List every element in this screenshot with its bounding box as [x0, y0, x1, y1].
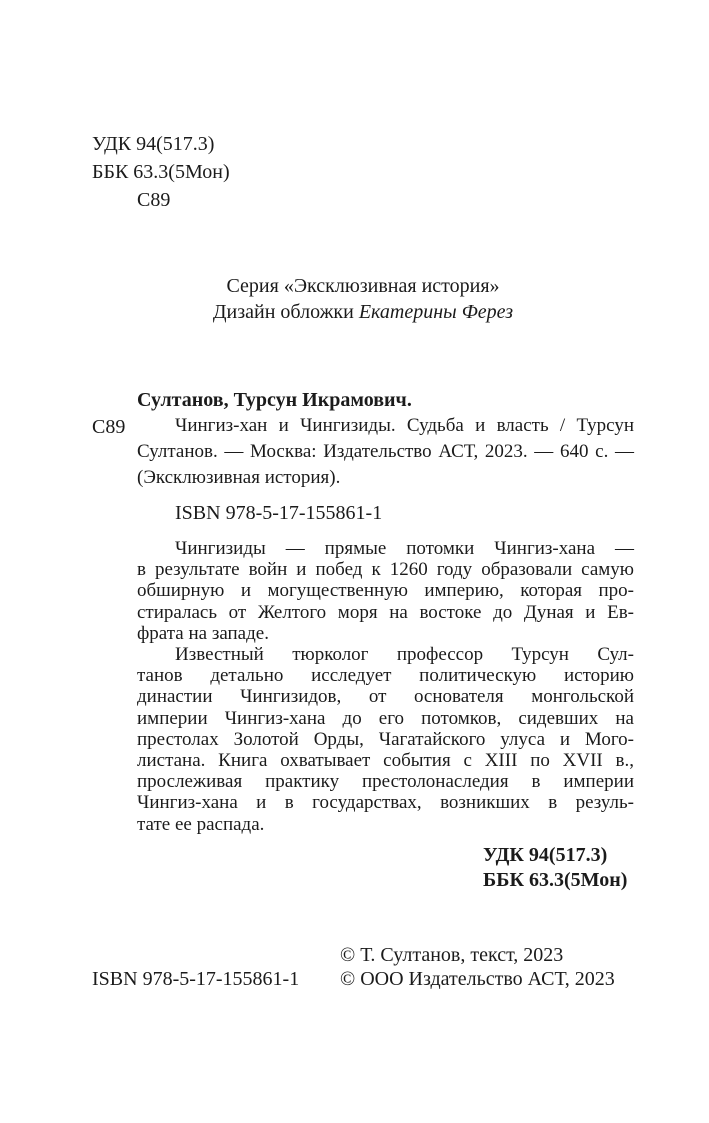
text-line: обширную и могущественную империю, которая про-	[137, 580, 634, 602]
series-title: Серия «Эксклюзивная история»	[226, 275, 500, 297]
entry-author-heading: Султанов, Турсун Икрамович.	[137, 389, 412, 411]
text-line: Чингизиды — прямые потомки Чингиз-хана —	[175, 538, 634, 559]
text-line: стиралась от Желтого моря на востоке до Дуная и Ев-	[137, 601, 634, 623]
text-line: листана. Книга охватывает события с XIII по XVII в.,	[137, 750, 634, 772]
udk-code-bottom: УДК 94(517.3)	[483, 844, 608, 866]
isbn-entry: ISBN 978-5-17-155861-1	[175, 502, 383, 524]
author-sign-code-entry: С89	[92, 416, 126, 438]
cover-design-line	[92, 299, 634, 325]
text-line: (Эксклюзивная история).	[137, 467, 341, 488]
udk-code-top: УДК 94(517.3)	[92, 133, 215, 155]
catalog-entry	[137, 387, 634, 491]
isbn-bottom: ISBN 978-5-17-155861-1	[92, 968, 300, 990]
author-sign-code-top: С89	[137, 189, 171, 211]
entry-description	[137, 413, 634, 491]
copyright-author-line: © Т. Султанов, текст, 2023	[340, 944, 564, 966]
text-line: в результате войн и побед к 1260 году образовали самую	[137, 559, 634, 581]
text-line: Чингиз-хана и в государствах, возникших в резуль-	[137, 792, 634, 814]
annotation-block	[137, 538, 634, 835]
cover-design-prefix: Дизайн обложки	[212, 301, 354, 323]
copyright-publisher-line: © ООО Издательство АСТ, 2023	[340, 968, 615, 990]
series-block	[92, 273, 634, 325]
bbk-code-bottom: ББК 63.3(5Мон)	[483, 869, 628, 891]
text-line: династии Чингизидов, от основателя монгольской	[137, 686, 634, 708]
text-line: Султанов. — Москва: Издательство АСТ, 2023. — 640 с. —	[137, 441, 634, 462]
text-line: тате ее распада.	[137, 813, 265, 835]
text-line: танов детально исследует политическую историю	[137, 665, 634, 687]
text-line: престолах Золотой Орды, Чагатайского улуса и Мого-	[137, 728, 634, 750]
top-cataloguing-codes	[92, 130, 230, 214]
annotation-paragraph-2	[137, 644, 634, 835]
annotation-paragraph-1	[137, 538, 634, 644]
text-line: Чингиз-хан и Чингизиды. Судьба и власть / Турсун	[175, 415, 634, 436]
text-line: империи Чингиз-хана до его потомков, сидевших на	[137, 707, 634, 729]
bbk-code-top: ББК 63.3(5Мон)	[92, 161, 230, 183]
cover-designer-name: Екатерины Ферез	[358, 301, 514, 323]
text-line: прослеживая практику престолонаследия в империи	[137, 771, 634, 793]
text-line: фрата на западе.	[137, 622, 269, 644]
bottom-cataloguing-codes	[483, 843, 627, 893]
text-line: Известный тюрколог профессор Турсун Сул-	[175, 644, 634, 666]
